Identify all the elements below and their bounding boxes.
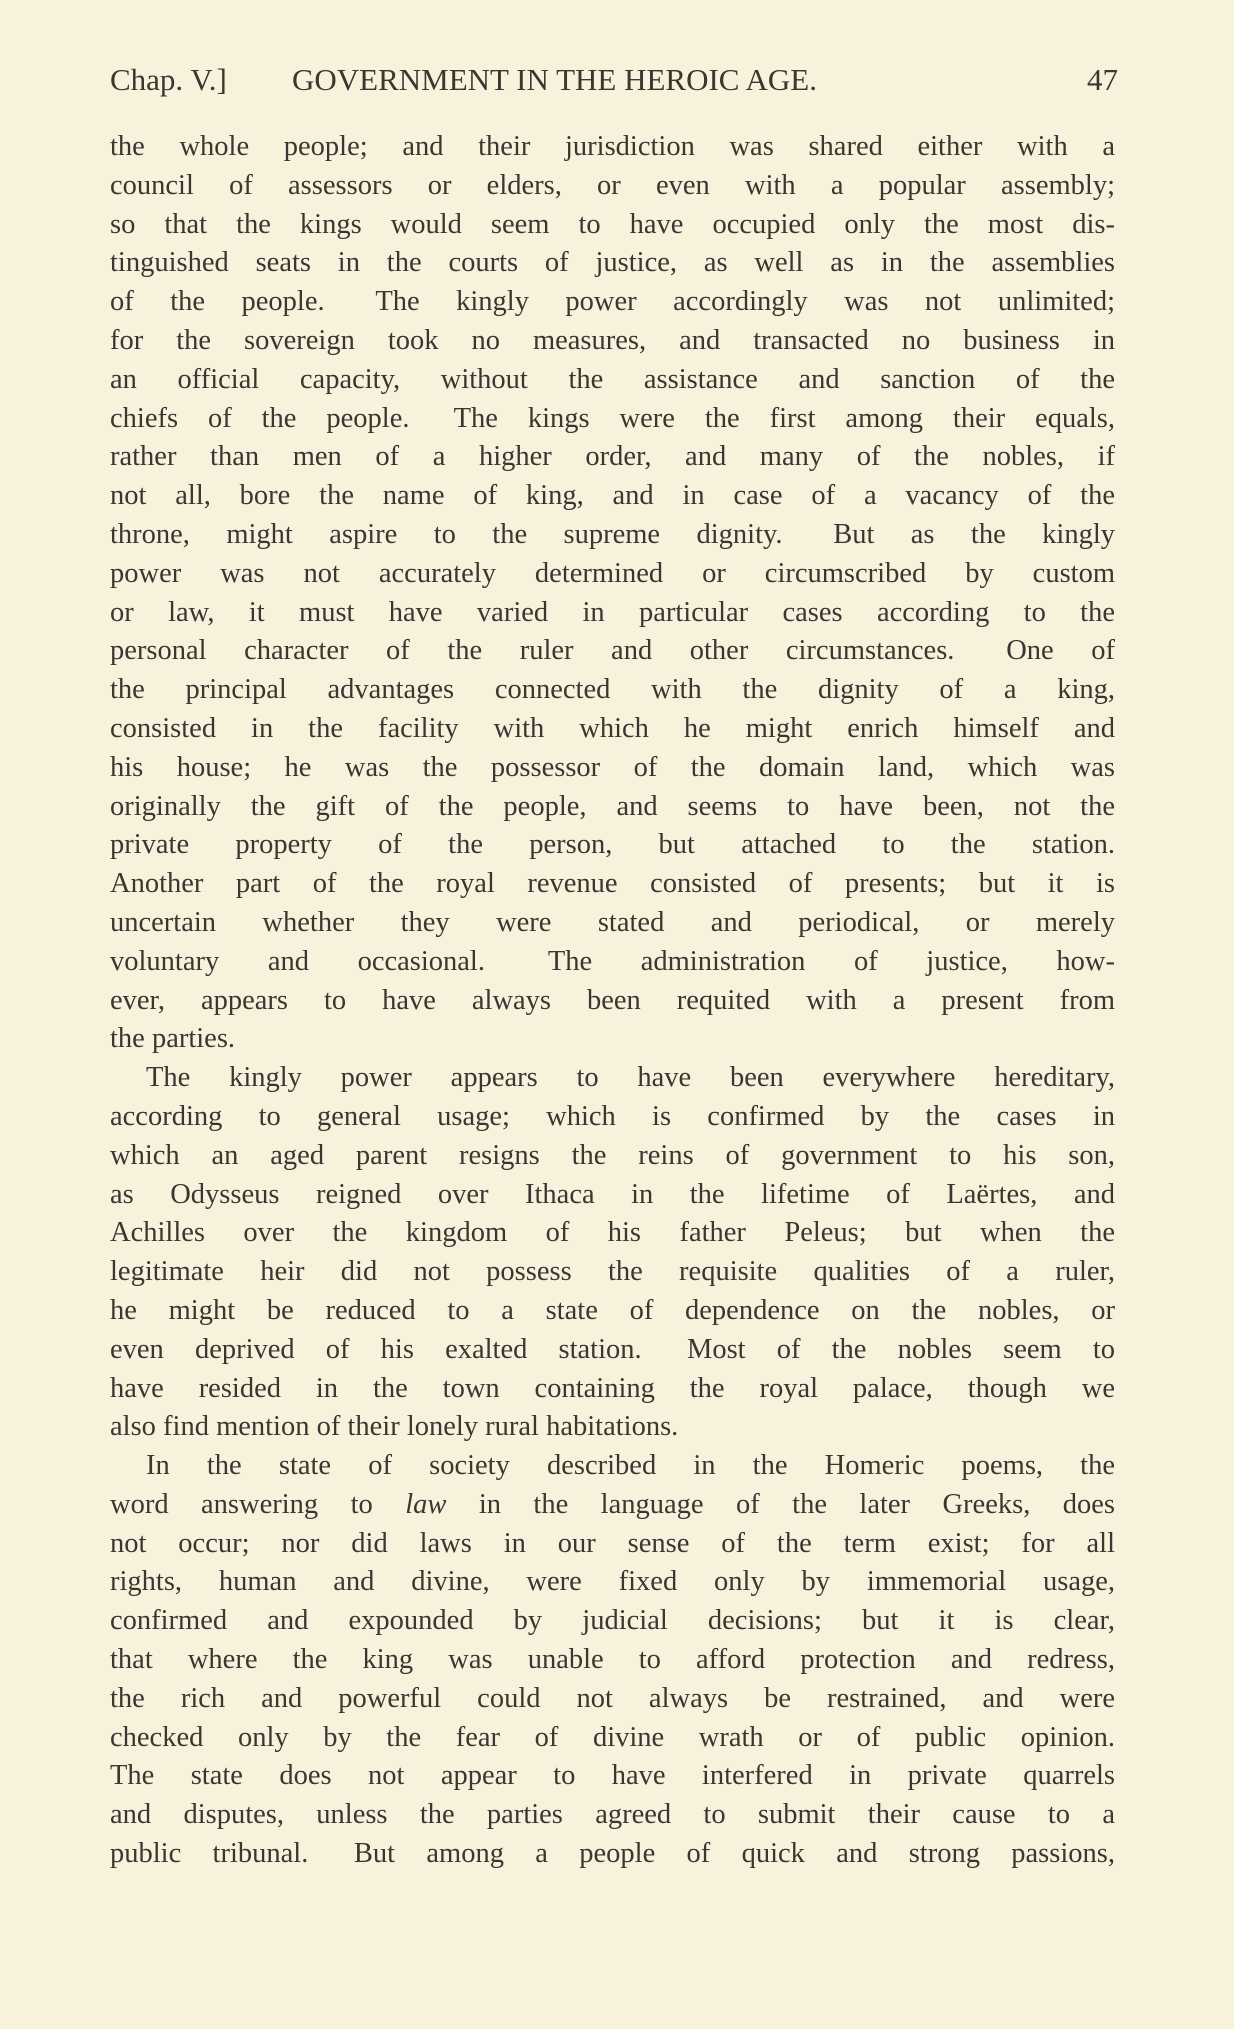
text-line: consisted in the facility with which he might enrich himself and [110,712,1115,744]
text-line: rights, human and divine, were fixed only by immemorial usage, [110,1566,1115,1598]
text-line: according to general usage; which is confirmed by the cases in [110,1100,1115,1132]
text-line: for the sovereign took no measures, and transacted no business in [110,324,1115,356]
text-segment: in the language of the later Greeks, does [446,1488,1115,1520]
text-line: he might be reduced to a state of dependence on the nobles, or [110,1294,1115,1326]
text-line: checked only by the fear of divine wrath or of public opinion. [110,1721,1115,1753]
text-line: so that the kings would seem to have occupied only the most dis- [110,208,1115,240]
text-line: voluntary and occasional. The administration of justice, how- [110,945,1115,977]
text-line: the whole people; and their jurisdiction was shared either with a [110,131,1115,162]
text-line: also find mention of their lonely rural habitations. [110,1411,679,1443]
text-line: even deprived of his exalted station. Most of the nobles seem to [110,1333,1115,1365]
text-line: The kingly power appears to have been everywhere hereditary, [146,1062,1115,1094]
italic-word: law [405,1488,447,1520]
text-line: ever, appears to have always been requited with a present from [110,984,1115,1016]
text-line: Achilles over the kingdom of his father Peleus; but when the [110,1217,1115,1249]
text-line: The state does not appear to have interfered in private quarrels [110,1760,1115,1792]
text-line: Another part of the royal revenue consisted of presents; but it is [110,868,1115,900]
text-line: personal character of the ruler and other circumstances. One of [110,635,1115,667]
text-line: the principal advantages connected with the dignity of a king, [110,674,1115,706]
text-line [110,1486,1115,1525]
text-line: power was not accurately determined or circumscribed by custom [110,557,1115,589]
running-title: GOVERNMENT IN THE HEROIC AGE. [292,62,817,97]
text-line: that where the king was unable to afford protection and redress, [110,1644,1115,1676]
text-line: uncertain whether they were stated and periodical, or merely [110,906,1115,938]
text-line: confirmed and expounded by judicial decisions; but it is clear, [110,1605,1115,1637]
text-line: tinguished seats in the courts of justice, as well as in the assemblies [110,247,1115,279]
text-line: public tribunal. But among a people of quick and strong passions, [110,1838,1115,1870]
text-line: originally the gift of the people, and seems to have been, not the [110,790,1115,822]
text-line: rather than men of a higher order, and many of the nobles, if [110,441,1115,473]
running-header [110,62,1118,102]
text-line: and disputes, unless the parties agreed to submit their cause to a [110,1799,1115,1831]
text-line: an official capacity, without the assistance and sanction of the [110,363,1115,395]
text-line: or law, it must have varied in particular cases according to the [110,596,1115,628]
text-line: the rich and powerful could not always be restrained, and were [110,1682,1115,1714]
text-line: In the state of society described in the Homeric poems, the [146,1450,1115,1482]
page-number: 47 [1087,62,1118,97]
text-line: legitimate heir did not possess the requisite qualities of a ruler, [110,1256,1115,1288]
text-line: chiefs of the people. The kings were the first among their equals, [110,402,1115,434]
text-line: his house; he was the possessor of the domain land, which was [110,751,1115,783]
text-line: not occur; nor did laws in our sense of the term exist; for all [110,1527,1115,1559]
text-line: which an aged parent resigns the reins of government to his son, [110,1139,1115,1171]
text-line: throne, might aspire to the supreme dignity. But as the kingly [110,518,1115,550]
text-line: as Odysseus reigned over Ithaca in the lifetime of Laërtes, and [110,1178,1115,1210]
text-line: not all, bore the name of king, and in case of a vacancy of the [110,480,1115,512]
text-line: of the people. The kingly power accordingly was not unlimited; [110,286,1115,318]
text-line: council of assessors or elders, or even with a popular assembly; [110,169,1115,201]
text-line: have resided in the town containing the royal palace, though we [110,1372,1115,1404]
text-line: private property of the person, but attached to the station. [110,829,1115,861]
text-line: the parties. [110,1023,236,1055]
chapter-label: Chap. V.] [110,62,227,97]
body-text [110,128,1115,1874]
text-segment: word answering to [110,1488,406,1520]
